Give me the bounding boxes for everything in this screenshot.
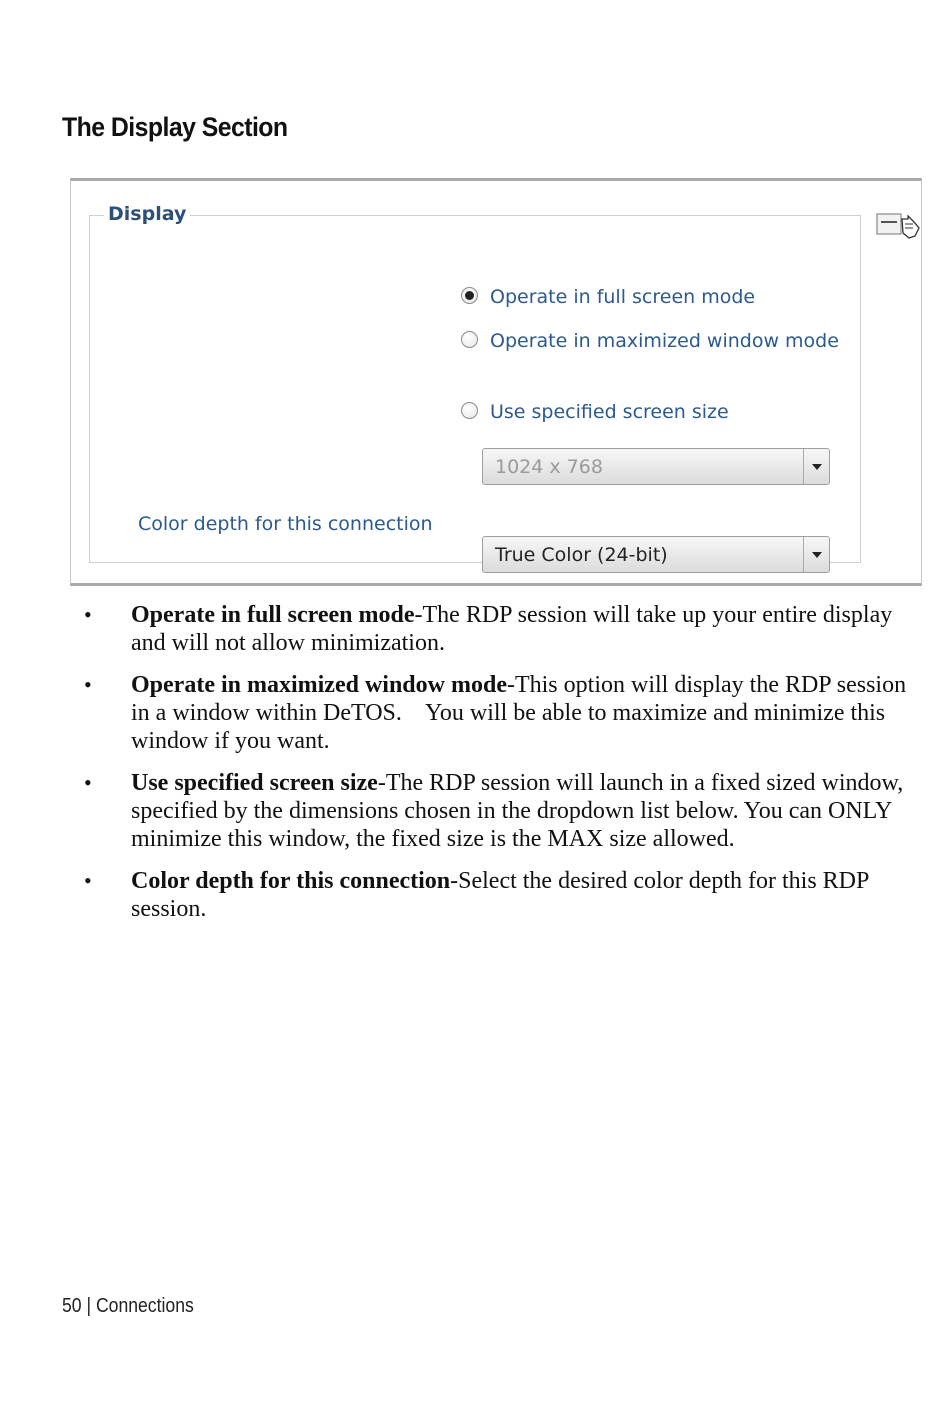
collapse-icon[interactable] [875,211,921,241]
page-title: The Display Section [62,112,288,142]
radio-button-icon[interactable] [461,402,478,419]
list-item [84,867,924,923]
radio-specified-size[interactable] [461,398,840,426]
list-item-term: Operate in maximized window mode [131,672,507,698]
list-item-text: -This option will display the RDP session in a window within DeTOS. You will be able to maximize and minimize this window if you want. [131,672,913,754]
color-depth-select[interactable] [482,536,830,573]
dropdown-arrow-button[interactable] [803,537,829,572]
list-item-text: -The RDP session will take up your entire display and will not allow minimization. [131,602,893,656]
display-legend: Display [104,203,190,225]
page-number: 50 [62,1295,82,1317]
dropdown-arrow-button [803,449,829,484]
radio-button-icon[interactable] [461,331,478,348]
radio-full-screen[interactable] [461,283,840,311]
screen-size-value: 1024 x 768 [495,456,603,478]
list-item-text: -Select the desired color depth for this RDP session. [131,868,869,922]
radio-maximized-window-label[interactable]: Operate in maximized window mode [490,330,839,352]
radio-full-screen-label[interactable]: Operate in full screen mode [490,286,756,308]
footer-section: Connections [95,1295,194,1317]
display-settings-panel [70,178,922,586]
list-item [84,601,924,657]
list-item-term: Operate in full screen mode [131,602,415,628]
chevron-down-icon [812,464,822,470]
list-item-text: -The RDP session will launch in a fixed sized window, specified by the dimensions chosen in the dropdown list below. You can ONLY minimize this window, the fixed size is the MAX size allowed. [131,770,904,852]
radio-maximized-window[interactable] [461,327,840,355]
list-item [84,769,924,853]
list-item-term: Use specified screen size [131,770,378,796]
color-depth-label: Color depth for this connection [138,513,433,535]
display-fieldset [89,203,861,566]
chevron-down-icon[interactable] [812,552,822,558]
color-depth-value[interactable]: True Color (24-bit) [495,544,668,566]
radio-specified-size-label[interactable]: Use specified screen size [490,401,729,423]
list-item [84,671,924,755]
radio-button-selected-icon[interactable] [461,287,478,304]
footer-separator: | [86,1295,92,1317]
page-footer [62,1295,194,1318]
list-item-term: Color depth for this connection [131,868,451,894]
description-list [84,601,924,937]
screen-size-select [482,448,830,485]
